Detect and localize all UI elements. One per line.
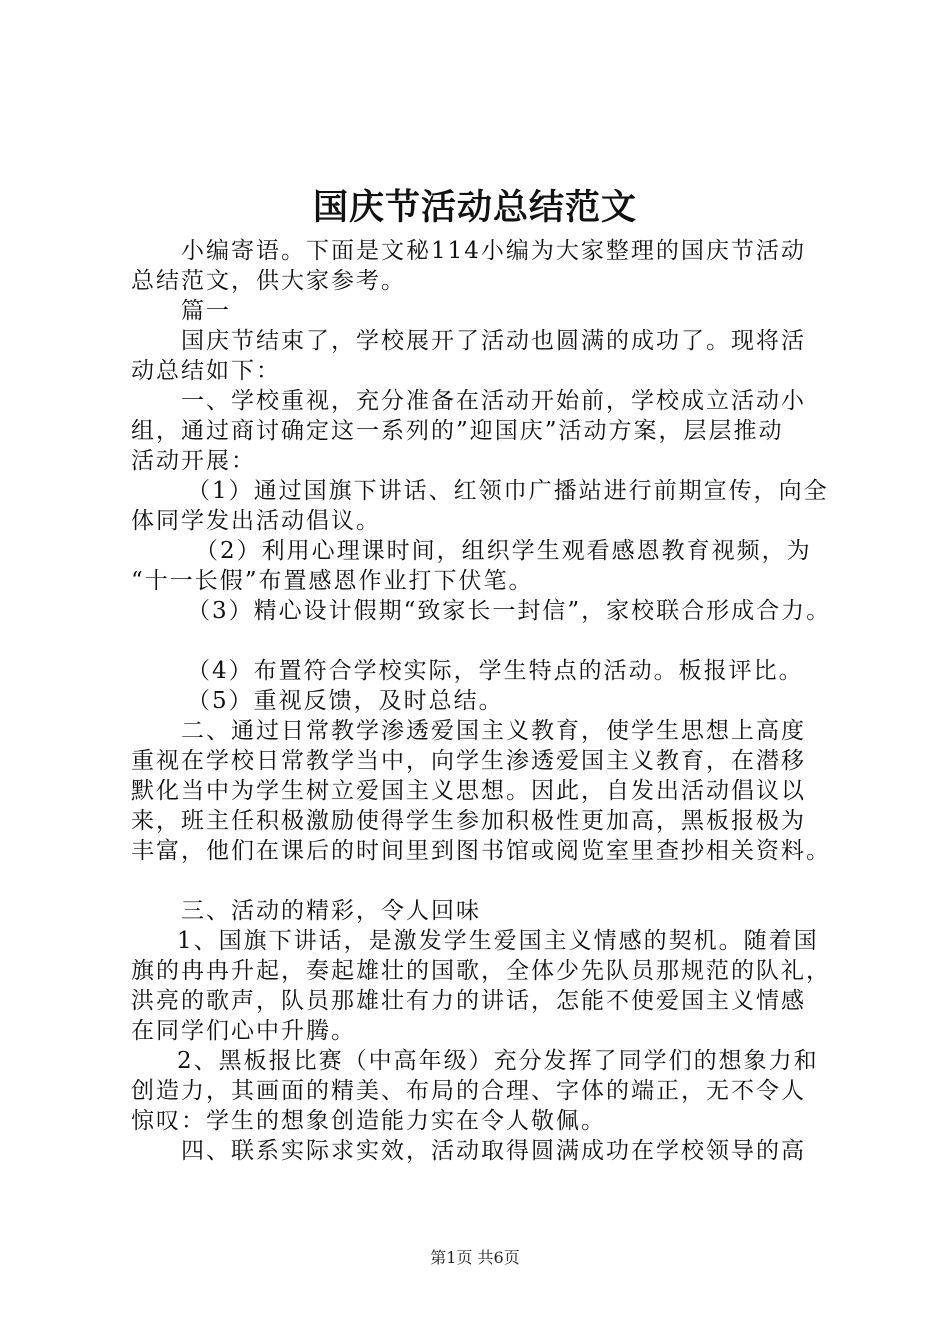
text-line: （5）重视反馈，及时总结。 bbox=[187, 688, 504, 714]
text-line: 旗的冉冉升起，奏起雄壮的国歌，全体少先队员那规范的队礼， bbox=[131, 958, 831, 984]
text-line: 总结范文，供大家参考。 bbox=[131, 268, 406, 294]
text-line: 来，班主任积极激励使得学生参加积极性更加高，黑板报极为 bbox=[131, 808, 806, 834]
text-line: 组，通过商讨确定这一系列的”迎国庆”活动方案，层层推动 bbox=[131, 418, 784, 444]
text-line: （1）通过国旗下讲话、红领巾广播站进行前期宣传，向全 bbox=[187, 478, 829, 504]
text-line: 丰富，他们在课后的时间里到图书馆或阅览室里查抄相关资料。 bbox=[131, 838, 831, 864]
text-line: 重视在学校日常教学当中，向学生渗透爱国主义教育，在潜移 bbox=[131, 748, 806, 774]
text-line: 小编寄语。下面是文秘114小编为大家整理的国庆节活动 bbox=[181, 238, 806, 264]
text-line: 在同学们心中升腾。 bbox=[131, 1018, 356, 1044]
text-line: 三、活动的精彩，令人回味 bbox=[181, 898, 481, 924]
text-line: 二、通过日常教学渗透爱国主义教育，使学生思想上高度 bbox=[181, 718, 806, 744]
text-line: （2）利用心理课时间，组织学生观看感恩教育视频，为 bbox=[195, 538, 812, 564]
text-line: （3）精心设计假期“致家长一封信”，家校联合形成合力。 bbox=[187, 598, 832, 624]
text-line: 一、学校重视，充分准备在活动开始前，学校成立活动小 bbox=[181, 388, 806, 414]
blank-line bbox=[131, 626, 851, 656]
text-line: 洪亮的歌声，队员那雄壮有力的讲话，怎能不使爱国主义情感 bbox=[131, 988, 806, 1014]
text-line: 1、国旗下讲话，是激发学生爱国主义情感的契机。随着国 bbox=[177, 928, 819, 954]
text-line: （4）布置符合学校实际，学生特点的活动。板报评比。 bbox=[187, 658, 804, 684]
document-body bbox=[131, 236, 851, 1166]
page-number-footer: 第1页 共6页 bbox=[430, 1248, 520, 1267]
text-line: 国庆节结束了，学校展开了活动也圆满的成功了。现将活 bbox=[181, 328, 806, 354]
text-line: 篇一 bbox=[181, 298, 231, 324]
document-title: 国庆节活动总结范文 bbox=[312, 187, 637, 228]
text-line: 2、黑板报比赛（中高年级）充分发挥了同学们的想象力和 bbox=[177, 1048, 819, 1074]
text-line: 动总结如下： bbox=[131, 358, 281, 384]
text-line: 惊叹：学生的想象创造能力实在令人敬佩。 bbox=[131, 1108, 606, 1134]
blank-line bbox=[131, 866, 851, 896]
text-line: 体同学发出活动倡议。 bbox=[131, 508, 381, 534]
text-line: 四、联系实际求实效，活动取得圆满成功在学校领导的高 bbox=[181, 1138, 806, 1164]
text-line: 活动开展： bbox=[131, 448, 256, 474]
text-line: 默化当中为学生树立爱国主义思想。因此，自发出活动倡议以 bbox=[131, 778, 806, 804]
text-line: “十一长假”布置感恩作业打下伏笔。 bbox=[131, 568, 534, 594]
text-line: 创造力，其画面的精美、布局的合理、字体的端正，无不令人 bbox=[131, 1078, 806, 1104]
